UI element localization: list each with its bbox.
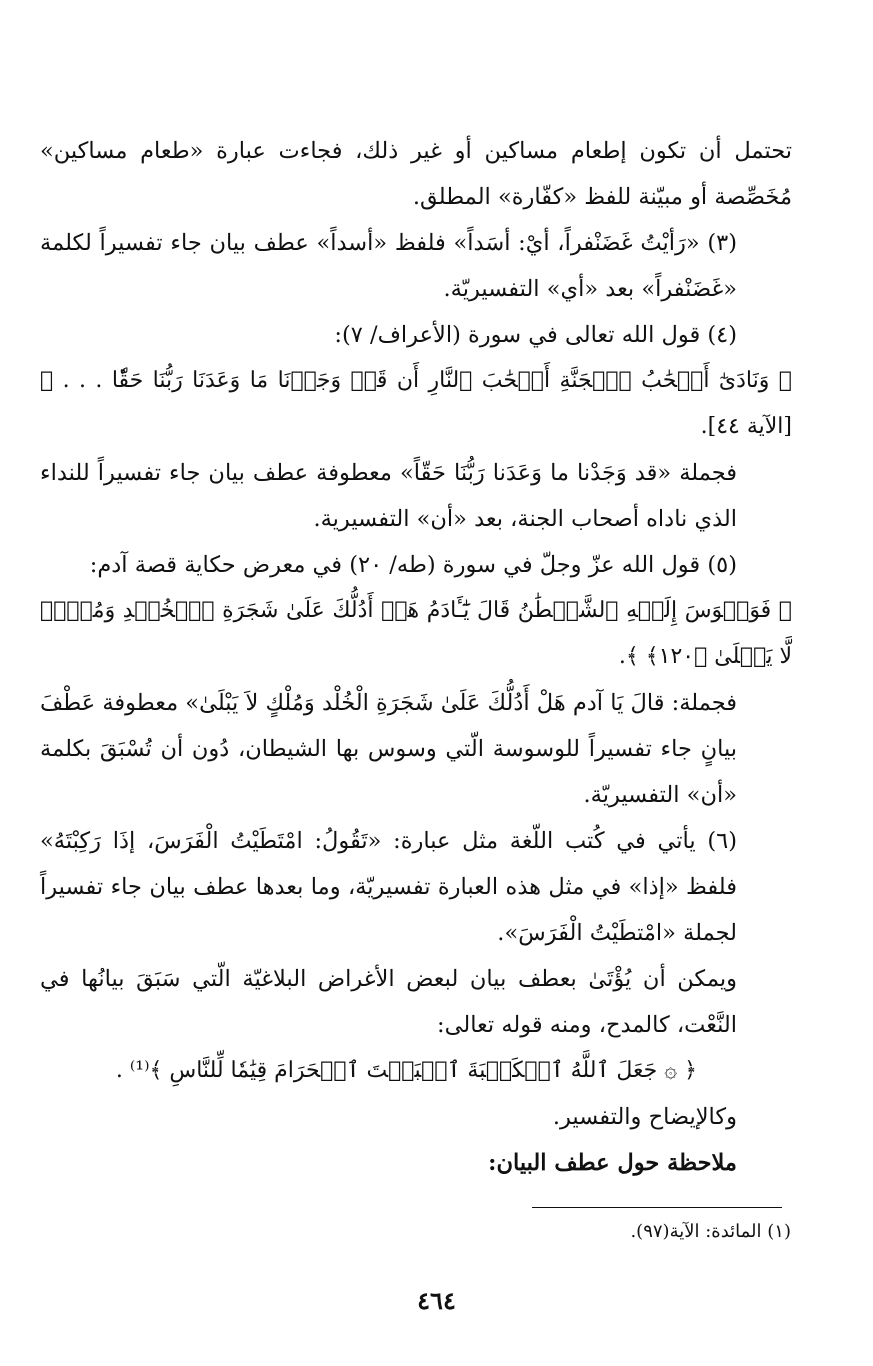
paragraph-1: تحتمل أن تكون إطعام مساكين أو غير ذلك، فجاءت عبارة «طعام مساكين» مُخَصِّصة أو مبيّنة للفظ «كفّارة» المطلق. — [40, 138, 792, 210]
quran-verse-taha: ﴿ فَوَسۡوَسَ إِلَيۡهِ ٱلشَّيۡطَٰنُ قَالَ يَٰٓـَٔادَمُ هَلۡ أَدُلُّكَ عَلَىٰ شَجَرَةِ ٱلۡخُلۡدِ وَمُلۡكٖ لَّا يَبۡلَىٰ ﴿١٢٠﴾ ﴾. — [40, 598, 792, 669]
quran-verse-maidah: ﴿ ۞ جَعَلَ ٱللَّهُ ٱلۡكَعۡبَةَ ٱلۡبَيۡتَ ٱلۡحَرَامَ قِيَٰمٗا لِّلنَّاسِ ﴾⁽¹⁾ . — [115, 1058, 697, 1083]
page-body — [40, 128, 792, 1186]
paragraph-explanation-4: فجملة «قد وَجَدْنا ما وَعَدَنا رَبُّنَا حَقّاً» معطوفة عطف بيان جاء تفسيراً للنداء الذي ناداه أصحاب الجنة، بعد «أن» التفسيرية. — [40, 460, 737, 532]
paragraph-example-6: (٦) يأتي في كُتب اللّغة مثل عبارة: «تَقُولُ: امْتَطَيْتُ الْفَرَسَ، إذَا رَكِبْتَهُ» فلفظ «إذا» في مثل هذه العبارة تفسيريّة، وما بعدها عطف بيان جاء تفسيراً لجملة «امْتطَيْتُ الْفَرَسَ». — [40, 828, 737, 946]
footnote: (١) المائدة: الآية(٩٧). — [630, 1221, 791, 1242]
paragraph-rhetorical: ويمكن أن يُؤْتَىٰ بعطف بيان لبعض الأغراض البلاغيّة الّتي سَبَقَ بيانُها في النَّعْت، كالمدح، ومنه قوله تعالى: — [40, 966, 737, 1038]
paragraph-example-4: (٤) قول الله تعالى في سورة (الأعراف/ ٧): — [334, 322, 737, 348]
page-number: ٤٦٤ — [417, 1286, 456, 1315]
paragraph-example-5: (٥) قول الله عزّ وجلّ في سورة (طه/ ٢٠) في معرض حكاية قصة آدم: — [89, 552, 737, 578]
section-heading-note: ملاحظة حول عطف البيان: — [488, 1150, 737, 1176]
paragraph-example-3: (٣) «رَأيْتُ غَضَنْفراً، أيْ: أسَداً» فلفظ «أسداً» عطف بيان جاء تفسيراً لكلمة «غَضَنْفراً» بعد «أي» التفسيريّة. — [40, 230, 737, 302]
paragraph-clarification: وكالإيضاح والتفسير. — [552, 1104, 737, 1130]
quran-verse-araf: ﴿ وَنَادَىٰٓ أَصۡحَٰبُ ٱلۡجَنَّةِ أَصۡحَٰبَ ٱلنَّارِ أَن قَدۡ وَجَدۡنَا مَا وَعَدَنَا رَبُّنَا حَقّٗا . . . ﴾ [الآية ٤٤]. — [40, 368, 792, 439]
paragraph-explanation-5: فجملة: قالَ يَا آدم هَلْ أَدُلُّكَ عَلَىٰ شَجَرَةِ الْخُلْد وَمُلْكٍ لاَ يَبْلَىٰ» معطوفة عَطْفَ بيانٍ جاء تفسيراً للوسوسة الّتي وسوس بها الشيطان، دُون أن تُسْبَقَ بكلمة «أن» التفسيريّة. — [40, 690, 737, 808]
footnote-divider — [532, 1207, 782, 1208]
